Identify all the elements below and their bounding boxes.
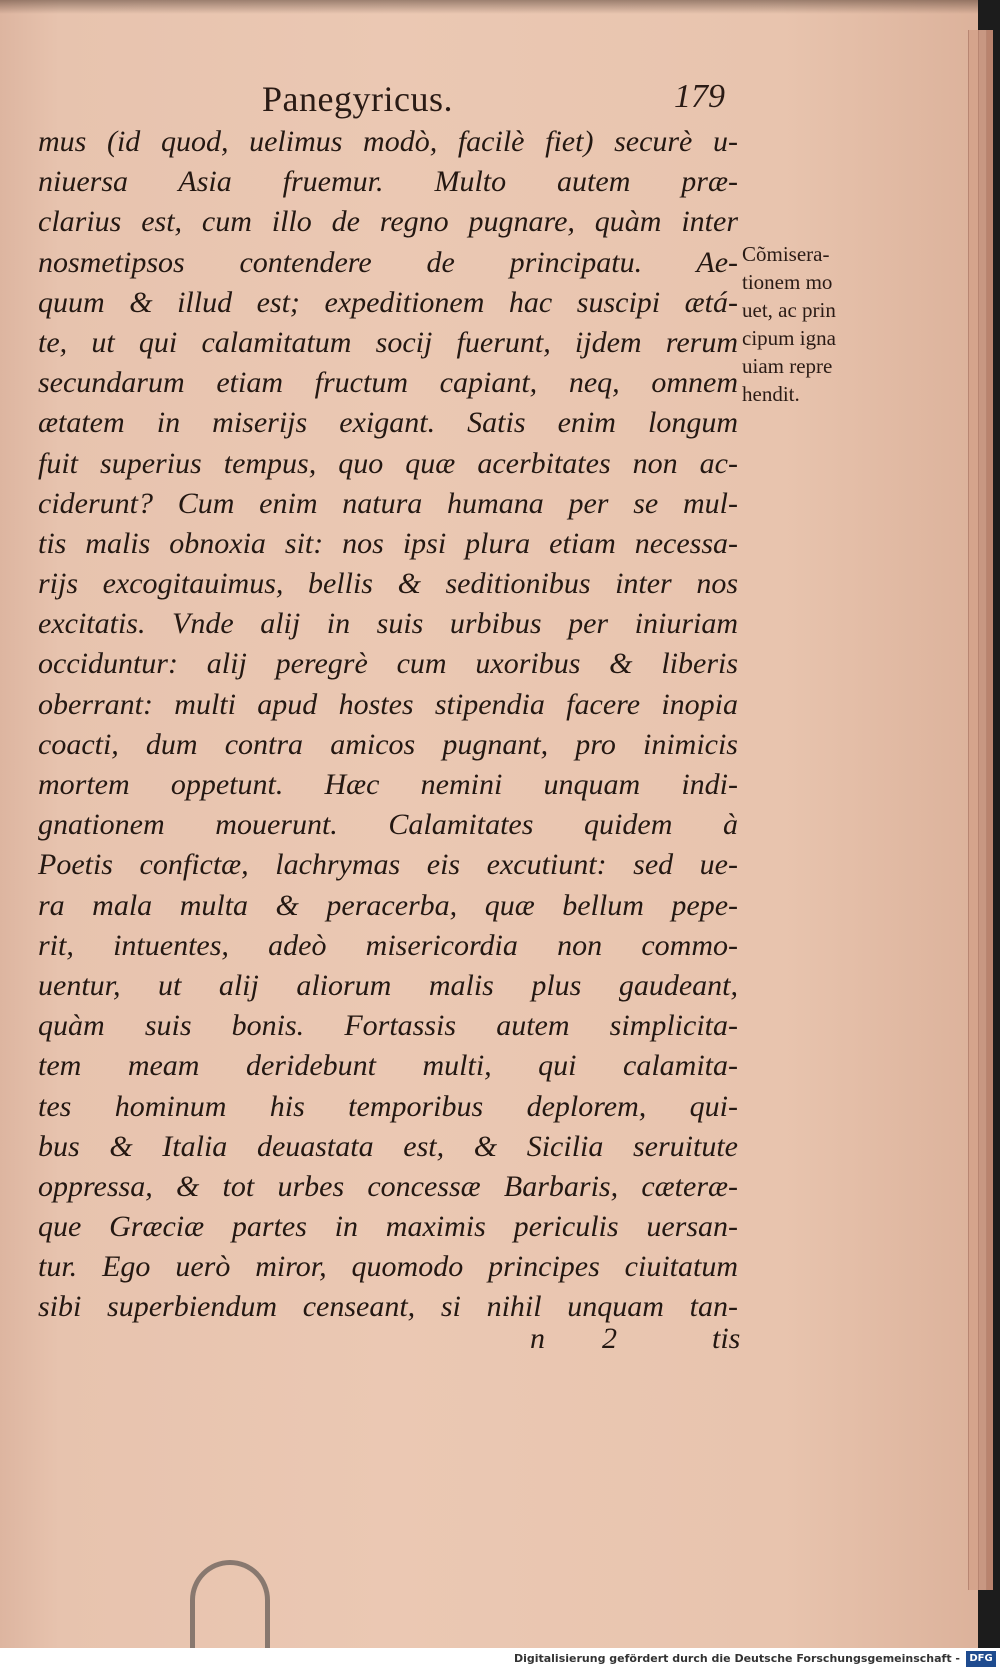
- marginal-note-line: uet, ac prin: [742, 298, 836, 322]
- text-line: rit, intuentes, adeò misericordia non commo-: [38, 928, 738, 962]
- funding-credit: Digitalisierung gefördert durch die Deutsche Forschungsgemeinschaft -: [513, 1652, 960, 1665]
- text-line: nosmetipsos contendere de principatu. Ae-: [38, 245, 738, 279]
- marginal-note-line: uiam repre: [742, 354, 833, 378]
- text-line: tur. Ego uerò miror, quomodo principes ciuitatum: [38, 1250, 738, 1284]
- page-number: 179: [674, 78, 725, 115]
- marginal-note-line: tionem mo: [742, 270, 833, 294]
- dfg-logo[interactable]: DFG: [966, 1651, 996, 1667]
- catchword: tis: [712, 1322, 741, 1355]
- marginal-note: [742, 240, 892, 408]
- page-top-shadow: [0, 0, 978, 14]
- marginal-note-line: Cõmisera-: [742, 242, 830, 266]
- signature-number: 2: [602, 1322, 617, 1355]
- text-line: bus & Italia deuastata est, & Sicilia seruitute: [38, 1129, 738, 1163]
- text-line: quàm suis bonis. Fortassis autem simplicita-: [38, 1009, 738, 1043]
- text-line: ra mala multa & peracerba, quæ bellum pepe-: [38, 888, 738, 922]
- text-line: uentur, ut alij aliorum malis plus gaudeant,: [38, 968, 738, 1002]
- text-line: niuersa Asia fruemur. Multo autem præ-: [38, 165, 738, 199]
- text-line: Poetis confictæ, lachrymas eis excutiunt: sed ue-: [38, 848, 738, 882]
- text-line: mortem oppetunt. Hæc nemini unquam indi-: [38, 768, 738, 801]
- text-line: oppressa, & tot urbes concessæ Barbaris, cæteræ-: [38, 1169, 738, 1203]
- page-edge: [968, 30, 978, 1590]
- page-clip-ring: [190, 1560, 270, 1648]
- text-line: secundarum etiam fructum capiant, neq, omnem: [38, 366, 738, 400]
- text-line: quum & illud est; expeditionem hac suscipi ætá-: [38, 285, 738, 319]
- text-line: sibi superbiendum censeant, si nihil unquam tan-: [38, 1290, 738, 1324]
- text-line: coacti, dum contra amicos pugnant, pro inimicis: [38, 727, 738, 761]
- signature-line: [520, 1322, 750, 1362]
- page-edge: [986, 30, 993, 1590]
- marginal-note-line: cipum igna: [742, 326, 836, 350]
- text-line: tes hominum his temporibus deplorem, qui-: [38, 1089, 738, 1123]
- text-line: ciderunt? Cum enim natura humana per se mul-: [38, 486, 738, 520]
- text-line: excitatis. Vnde alij in suis urbibus per iniuriam: [38, 607, 738, 641]
- text-line: tem meam deridebunt multi, qui calamita-: [38, 1049, 738, 1083]
- marginal-note-line: hendit.: [742, 382, 800, 406]
- text-line: mus (id quod, uelimus modò, facilè fiet) securè u-: [38, 125, 738, 158]
- text-line: ætatem in miserijs exigant. Satis enim longum: [38, 406, 738, 440]
- text-line: te, ut qui calamitatum socij fuerunt, ijdem rerum: [38, 325, 738, 359]
- text-line: que Græciæ partes in maximis periculis uersan-: [38, 1210, 738, 1244]
- page-header: [0, 78, 978, 128]
- signature-mark: n: [530, 1322, 545, 1355]
- text-line: gnationem mouerunt. Calamitates quidem à: [38, 808, 738, 842]
- text-line: clarius est, cum illo de regno pugnare, quàm inter: [38, 205, 738, 239]
- main-text-block: [38, 122, 738, 1328]
- text-line: tis malis obnoxia sit: nos ipsi plura etiam necessa-: [38, 526, 738, 560]
- running-head: Panegyricus.: [262, 79, 453, 119]
- text-line: oberrant: multi apud hostes stipendia facere inopia: [38, 687, 738, 721]
- text-line: occiduntur: alij peregrè cum uxoribus & liberis: [38, 647, 738, 681]
- footer-bar: [0, 1648, 1000, 1672]
- text-line: fuit superius tempus, quo quæ acerbitates non ac-: [38, 446, 738, 480]
- text-line: rijs excogitauimus, bellis & seditionibus inter nos: [38, 567, 738, 601]
